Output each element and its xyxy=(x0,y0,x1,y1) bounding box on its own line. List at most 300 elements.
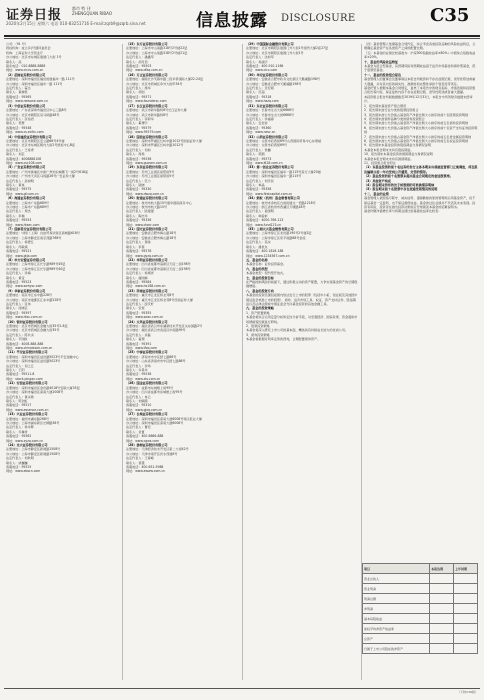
text-line: 办公地址：太原市府西街69号 xyxy=(246,143,288,148)
text-line: （29）中国国际金融股份有限公司 xyxy=(246,42,294,46)
text-line: 客服电话：95523 xyxy=(6,279,32,284)
text-line: （6）海通证券股份有限公司 xyxy=(6,196,46,201)
text-line: 客服电话：4008-888-888 xyxy=(6,341,44,346)
text-line: 客服电话：95503 xyxy=(126,64,152,69)
text-line: 3、报告期末按公允价值占基金资产净值比例大小排序的前十名股票投资明细 xyxy=(364,112,469,117)
text-line: （26）国金证券股份有限公司 xyxy=(126,381,168,386)
text-line: 联系人：张煜 xyxy=(126,306,145,311)
text-line: 网址：www.ewww.com.cn xyxy=(126,469,166,474)
text-line: 办公地址：四川省成都市高新区天府二街198号 xyxy=(126,266,191,271)
text-line: 联系人：潘世友 xyxy=(246,244,268,249)
text-line: 2、报告期末按行业分类的股票投资组合 xyxy=(364,108,419,113)
text-line: 联系人：刘婧漪 xyxy=(126,398,148,403)
text-line: （27）长城证券股份有限公司 xyxy=(126,412,168,417)
text-line: 网址：www.nesc.cn xyxy=(246,130,276,135)
text-line: 法定代表人：张伟 xyxy=(6,301,31,306)
text-line: 联系人：奚博宇 xyxy=(126,121,148,126)
text-line: 九、基金的投资策略 xyxy=(246,306,274,311)
text-line: 客服电话：400-1818-188 xyxy=(246,249,284,254)
text-line: 客服电话：95562 xyxy=(6,434,32,439)
footer-rule xyxy=(4,688,480,689)
text-line: 注册地址：天津经济技术开发区第二大街42号 xyxy=(126,447,189,452)
text-line: 网址：www.hazq.com xyxy=(246,99,279,104)
text-line: 联系人：许曼华 xyxy=(126,368,148,373)
text-line: 法定代表人：沈如军 xyxy=(246,55,274,60)
text-line: 法定代表人：周杰 xyxy=(6,209,31,214)
text-line: （16）方正证券股份有限公司 xyxy=(126,72,168,77)
logo-subtitle-line: 都市 特 刊 xyxy=(72,6,91,11)
table-row xyxy=(363,594,478,604)
text-line: 联系人：黄婵君 xyxy=(6,90,28,95)
text-line: 注册地址：上海市徐汇区龙田路190号2号楼2层 xyxy=(246,231,312,236)
text-line: 法定代表人：章宏韬 xyxy=(246,86,274,91)
text-line: 办公地址：深圳市福田区福华一路115号 xyxy=(246,174,302,179)
text-line: 办公地址：北京市东城区建国门大街 1号 xyxy=(6,55,62,60)
text-line: 客服电话：95553 xyxy=(6,218,32,223)
summary-table xyxy=(362,563,478,654)
text-line: 联系人：郑慧 xyxy=(6,121,25,126)
text-line: 法定代表人：侯巍 xyxy=(246,147,271,152)
text-line: 法定代表人：张佑君 xyxy=(6,116,34,121)
text-line: 联系人：翟璟 xyxy=(126,337,145,342)
text-line: （34）蚂蚁（杭州）基金销售有限公司 xyxy=(246,196,300,201)
text-line: 法定代表人：黄炎勋 xyxy=(6,394,34,399)
text-line: 联系人：黄岚 xyxy=(6,183,25,187)
text-line: 联系人：安岩岩 xyxy=(246,121,268,126)
table-cell xyxy=(454,584,478,594)
text-line: 本投资组合报告所载数据截至2019年12月31日，本报告中所列财务数据未经审计。 xyxy=(364,94,473,104)
text-line: 联系人：金夏 xyxy=(126,429,145,434)
logo-subtitle-line: ZHENGQUAN RIBAO xyxy=(72,11,112,16)
text-line: 办公地址：上海市中山南路318号2号楼21层 xyxy=(126,50,188,55)
text-line: 办公地址：天津市南开区宾水西道8号 xyxy=(126,451,178,456)
text-line: 客服电话：95360 xyxy=(246,125,272,130)
text-line: 网址：www.essence.com.cn xyxy=(6,407,49,412)
text-line: 联系人：芮敏祺 xyxy=(6,244,28,249)
text-line: 法定代表人：陆建强 xyxy=(126,209,154,214)
text-line: 网址：www.guosen.com.cn xyxy=(126,160,168,165)
text-line: 法定代表人：刘秋明 xyxy=(6,456,34,461)
text-line: 注册地址：福州市湖东路268号 xyxy=(6,416,50,421)
text-line: 注册地址：太原市府西街69号山西国际贸易中心东塔楼 xyxy=(246,138,322,143)
text-line: 2、股票投资策略 xyxy=(246,324,270,328)
text-line: （2）基金投资的前十名股票未超出基金合同规定的备选股票库。 xyxy=(364,174,453,179)
text-line: 注册地址：苏州工业园区星阳街5号 xyxy=(126,169,175,174)
text-line: 网址：www.dfzq.com.cn xyxy=(126,68,163,73)
text-line: 客服电话：95336 xyxy=(126,218,152,223)
text-line: 联系电话：010-8888-8888 xyxy=(6,64,46,69)
table-row xyxy=(363,634,478,644)
text-line: 联系人：庞晓芸 xyxy=(6,306,28,311)
text-line: 本基金将综合运用定量分析和定性分析手段，对宏观经济、国家政策、资金面和市场情绪等因素进行研判。 xyxy=(246,315,358,324)
text-line: 联系人：杨涵宇 xyxy=(246,59,268,64)
text-line: 客服电话：95565 xyxy=(6,94,32,99)
text-line: 本基金类型：契约型开放式。 xyxy=(246,271,287,276)
text-line: 客服电话：95310 xyxy=(126,403,152,408)
table-cell: 营业利润 xyxy=(363,584,430,594)
text-line: 联系人：王阳 xyxy=(6,368,25,373)
text-line: 办公地址：上海市浦东新区长柳路36号 xyxy=(6,420,60,425)
text-line: 网址：www.cgws.com xyxy=(126,438,159,443)
text-line: 客服电话：95355 xyxy=(126,310,152,315)
text-line: 十二、基金的业绩 xyxy=(364,191,389,196)
text-line: 本基金本报告期末未持有国债期货。 xyxy=(364,156,414,161)
text-line: 办公地址：浙江省杭州市西湖区万塘路18号 xyxy=(246,205,306,210)
column-divider xyxy=(242,44,243,680)
text-line: 客服电话：95578 xyxy=(126,249,152,254)
text-line: 办公地址：北京市东城区朝内大街2号凯恒中心B座 xyxy=(6,143,76,148)
text-line: 客服电话：95548 xyxy=(6,125,32,130)
text-line: （13）兴业证券股份有限公司 xyxy=(6,412,48,417)
text-line: （4）报告期末持有的处于转股期的可转换债券明细 xyxy=(364,183,435,187)
table-row xyxy=(363,644,478,654)
text-line: 法定代表人：何之江 xyxy=(6,363,34,368)
text-line: （33）第一创业证券股份有限公司 xyxy=(246,165,294,170)
text-line: 法定代表人：杨炯洋 xyxy=(126,271,154,276)
text-line: 法定代表人：刘学民 xyxy=(246,178,274,183)
text-line: 本基金为混合型基金，其预期风险和预期收益高于货币市场基金和债券型基金，低于股票型基金。 xyxy=(364,64,476,73)
text-line: 注册地址：深圳市福田区福华一路115号投行大厦20楼 xyxy=(246,169,321,174)
text-column-2 xyxy=(126,42,238,682)
text-line: 注册地址：上海市静安区新闸路1508号 xyxy=(6,447,61,452)
masthead-rule-thin xyxy=(4,38,480,39)
table-cell xyxy=(454,604,478,614)
text-line: 办公地址：广州市天河区马场路26号广发证券大厦 xyxy=(6,174,75,179)
page-number: C35 xyxy=(430,5,470,26)
text-line: 联系人：胡月茹 xyxy=(126,59,148,64)
text-line: （23）西南证券股份有限公司 xyxy=(126,288,168,293)
text-line: 网址：www.hx168.com.cn xyxy=(126,284,166,289)
text-line: 在严格控制风险的前提下，通过积极主动的资产配置，力争实现基金资产的长期稳健增值。 xyxy=(246,279,358,289)
text-line: 注册地址：成都市东城根上街95号 xyxy=(126,385,174,390)
masthead-rule xyxy=(4,35,480,37)
table-cell xyxy=(430,594,454,604)
text-line: 基金管理人依照恪尽职守、诚实信用、谨慎勤勉的原则管理和运用基金资产，但不保证基金一定盈利，也不保证最低收益。基金的过往业绩并不代表其未来表现。投资有风险，投资者在做出投资决策前应仔细阅读本基金的招募说明书。 xyxy=(364,196,476,210)
text-line: （4）中信建投证券股份有限公司 xyxy=(6,134,52,139)
text-line: 客服电话：95584 xyxy=(126,279,152,284)
table-header-row xyxy=(363,564,478,574)
text-line: 七、基金的投资目标 xyxy=(246,275,274,280)
text-line: （9）华泰证券股份有限公司 xyxy=(6,288,46,293)
text-line: 注册地址：北京市朝阳区安立路66号4号楼 xyxy=(6,138,65,143)
text-line: 客服电话：4000-766-123 xyxy=(246,218,284,223)
table-cell xyxy=(454,594,478,604)
table-cell xyxy=(454,574,478,584)
text-line: （21）国元证券股份有限公司 xyxy=(126,227,168,232)
text-line: （五）本基金的业绩比较基准为：沪深300指数收益率×80%＋中债综合指数收益率×20%。 xyxy=(364,50,476,60)
text-line: 客服电话：95571 xyxy=(126,94,152,99)
text-line: （四）基金管理人依据基金合同约定，综合考虑各类投资品种的风险收益特征，合理确定基金资产在各类资产之间的配置比例。 xyxy=(364,42,476,51)
text-line: 联系人：辛国政 xyxy=(6,337,28,342)
text-line: 注册地址：上海市徐汇区长乐路989号45层 xyxy=(6,262,66,267)
text-line: 5、报告期末按公允价值占基金资产净值比例大小排序的前五名债券投资明细 xyxy=(364,121,469,126)
text-line: 法定代表人：祖国明 xyxy=(246,209,274,214)
text-line: 法定代表人：廖庆轩 xyxy=(126,301,154,306)
text-line: 1、资产配置策略 xyxy=(246,310,270,315)
text-line: 法定代表人：李玮 xyxy=(126,363,151,368)
table-cell xyxy=(430,644,454,654)
text-line: 注册地址：深圳市福田区深南大道6008号特区报业大厦 xyxy=(126,416,202,421)
text-line: （10）银河证券股份有限公司 xyxy=(6,319,48,324)
text-line: 注册地址：中国（上海）自由贸易试验区商城路618号 xyxy=(6,231,80,236)
text-line: （1）本基金投资的前十名证券的发行主体本期未出现被监管部门立案调查，或在报告编制日前一年内受到公开谴责、处罚的情形。 xyxy=(364,165,478,174)
text-line: 法定代表人：李梅 xyxy=(6,271,31,276)
text-line: 办公地址：深圳市福田区深南大道2008号 xyxy=(6,390,64,395)
table-row xyxy=(363,614,478,624)
text-line: 网址：www.dwzq.com.cn xyxy=(126,191,164,196)
text-line: （25）中泰证券股份有限公司 xyxy=(126,350,168,355)
text-line: （5）广发证券股份有限公司 xyxy=(6,165,46,170)
table-cell xyxy=(430,584,454,594)
text-line: 法定代表人：何如 xyxy=(126,147,151,152)
text-line: 本基金本报告期末未持有股指期货。 xyxy=(364,147,414,152)
text-line: （19）东吴证券股份有限公司 xyxy=(126,165,168,170)
text-line: 机构：上海证券大学营业厅 xyxy=(6,50,44,55)
text-line: 法定代表人：王春峰 xyxy=(126,456,154,461)
text-line: （3）中信证券股份有限公司 xyxy=(6,103,46,108)
text-line: 联系人：姚巍巍 xyxy=(6,460,28,465)
text-line: 注册地址：长春市生态大街6666号 xyxy=(246,108,295,113)
text-line: （17）长江证券股份有限公司 xyxy=(126,103,168,108)
table-cell xyxy=(454,614,478,624)
text-line: 办公地址：上海市徐汇区长乐路989号40层 xyxy=(6,266,66,271)
text-line: 客服电话：95318 xyxy=(246,94,272,99)
text-line: 本基金名称：证券投资基金。 xyxy=(246,262,287,267)
text-line: 网址：www.fund123.cn xyxy=(246,222,282,227)
text-line: 注册地址：杭州市杭大路15号嘉华国际商务中心 xyxy=(126,200,192,205)
logo-subtitle xyxy=(72,6,112,16)
text-line: 注册地址：安徽省合肥市政务文化新区天鹅湖路198号 xyxy=(246,77,320,82)
text-line: 网址：www.firstcapital.com.cn xyxy=(246,191,293,196)
text-line: 十、基金的风险收益特征 xyxy=(364,59,399,64)
text-line: 注册地址：广东省深圳市福田区中心三路8号 xyxy=(6,108,67,113)
text-line: 联系人：乔琳雪 xyxy=(6,429,28,434)
text-line: （32）山西证券股份有限公司 xyxy=(246,134,288,139)
text-line: 基金份额净值增长率与同期业绩比较基准收益率比较表： xyxy=(364,209,442,214)
text-column-1 xyxy=(6,42,118,682)
text-line: （24）天风证券股份有限公司 xyxy=(126,319,168,324)
text-line: 联系人：谢国梅 xyxy=(126,275,148,280)
continuation-note: （下转C36版） xyxy=(457,690,478,694)
text-line: 注册地址：深圳市福田区益田路5023号平安金融中心 xyxy=(6,354,79,359)
text-line: 网址：www.gtja.com xyxy=(6,253,38,258)
dateline: 2020年2月15日 星期六 电话 010-83251716 E-mail:zqrb9@zqrb.sina.net xyxy=(6,21,146,26)
text-line: 法定代表人：陈共炎 xyxy=(6,332,34,337)
table-row xyxy=(363,574,478,584)
text-line: 客服电话：400-651-5988 xyxy=(126,465,164,469)
text-line: 网址：www.gf.com.cn xyxy=(6,191,39,196)
text-line: 注册地址：湖北省武汉市东湖新技术开发区关东园路2号 xyxy=(126,324,203,328)
text-line: 注册地址：湖南长沙芙蓉中路二段华侨国际大厦22-24层 xyxy=(126,77,204,82)
text-line: （18）国信证券股份有限公司 xyxy=(126,134,168,139)
text-line: （11）平安证券股份有限公司 xyxy=(6,350,48,355)
text-line: 1、报告期末基金资产组合情况 xyxy=(364,103,407,108)
text-line: 网址：www.cicc.com xyxy=(246,68,278,73)
text-line: 法定代表人：杨华辉 xyxy=(6,425,34,430)
table-header-cell: 本报告期 xyxy=(430,564,454,574)
text-line: 办公地址：长春市生态大街6666号 xyxy=(246,112,295,117)
text-line: 授权机构：成立(1)号通风委员会 xyxy=(6,46,51,51)
table-header-cell: 上年同期 xyxy=(454,564,478,574)
text-line: （35）上海天天基金销售有限公司 xyxy=(246,227,294,232)
text-line: 注册地址：北京市朝阳区建国门外大街1号国贸大厦2座27层 xyxy=(246,46,329,51)
text-line: 办公地址：上海市静安区新闸路1508号 xyxy=(6,451,61,456)
text-line: （15）东方证券股份有限公司 xyxy=(126,42,168,46)
text-line: 网址：www.chinastock.com.cn xyxy=(6,346,53,351)
text-line: 办公地址：上海市徐汇区宛平南路88号金座 xyxy=(246,235,306,240)
text-line: 联系人：韩爱彬 xyxy=(246,213,268,218)
text-line: 办公地址：深圳市福田区益田路5023号 xyxy=(6,359,61,364)
text-line: 办公地址：杭州市杭大路15号 xyxy=(126,205,168,210)
text-line: （3）其他资产构成 xyxy=(364,178,391,183)
text-line: 网址：www.tfzq.com xyxy=(126,346,158,351)
text-line: 办公地址：北京市西城区金融大街35号 xyxy=(6,328,60,333)
text-line: 11、投资组合报告附注 xyxy=(364,160,396,165)
text-line: 注册地址：深圳市福田区金田路4018号安联大厦35层 xyxy=(6,385,80,390)
text-line: 3、债券投资策略 xyxy=(246,332,270,337)
text-line: 8、报告期末按公允价值占基金资产净值比例大小排序的前五名权证投资明细 xyxy=(364,138,469,143)
table-cell: 净利润 xyxy=(363,604,430,614)
table-cell: 归属于上市公司股东的净资产 xyxy=(363,644,430,654)
text-line: 网址：www.gyzq.com.cn xyxy=(126,253,164,258)
table-cell xyxy=(430,574,454,584)
text-line: 基金托管人根据本基金合同规定，复核了本报告中的财务指标、净值表现和投资组合报告等内容，保证复核内容不存在虚假记载、误导性陈述或者重大遗漏。 xyxy=(364,86,476,95)
text-line: 7、报告期末按公允价值占基金资产净值比例大小排序的前五名贵金属投资明细 xyxy=(364,134,472,139)
table-cell: 加权平均净资产收益率 xyxy=(363,624,430,634)
text-line: 客服电话：95538 xyxy=(126,372,152,377)
text-line: 联系人：陈剑虹 xyxy=(6,398,28,403)
text-line: 法定代表人：李福春 xyxy=(246,116,274,121)
text-line: 办公地址：重庆市江北区桥北苑8号西南证券大厦 xyxy=(126,297,193,302)
text-line: 客服电话：400-6666-888 xyxy=(126,434,164,439)
table-cell xyxy=(430,624,454,634)
text-line: 注册地址：北京市西城区金融大街35号2-6层 xyxy=(6,324,68,328)
text-line: 联系人：胡创 xyxy=(126,90,145,95)
table-cell xyxy=(430,614,454,624)
text-line: 本基金的投资范围包括国内依法发行上市的股票（包括中小板、创业板及其他经中国证监会核准上市的股票）、债券、货币市场工具、权证、资产支持证券、股指期货以及法律法规或中国证监会允许基金投资的其他金融工具。 xyxy=(246,293,358,306)
text-line: 9、报告期末本基金投资的股指期货交易情况说明 xyxy=(364,143,431,148)
text-line: 办公地址：上海市静安区南京西路768号 xyxy=(6,235,62,240)
text-line: 注册地址：武汉市新华路特8号长江证券大厦 xyxy=(126,108,187,113)
text-line: 注册地址：四川省成都市高新区天府二街198号 xyxy=(126,262,191,267)
text-line: 注册地址：杭州市余杭区仓前街道文一西路1218号 xyxy=(246,200,316,205)
table-cell xyxy=(430,634,454,644)
text-line: 4、报告期末按债券品种分类的债券投资组合 xyxy=(364,116,425,121)
text-line: 办公地址：苏州工业园区星阳街5号 xyxy=(126,174,175,179)
text-line: 办公地址：北京市西城区阜外大街甲34号 xyxy=(126,81,183,86)
text-line: 客服电话：95391 xyxy=(126,341,152,346)
text-line: 10、报告期末本基金投资的国债期货交易情况说明 xyxy=(364,152,433,157)
text-line: 法定代表人：孙树明 xyxy=(6,178,34,183)
text-line: 五、基金的名称 xyxy=(246,257,268,262)
table-row xyxy=(363,584,478,594)
text-line: 网址：www.95579.com xyxy=(126,130,162,135)
text-line: 网址：www.cs.ecitic.com xyxy=(6,130,44,135)
text-line: 法定代表人：其实 xyxy=(246,240,271,245)
text-line: 网址：www.gjzq.com.cn xyxy=(126,407,163,412)
text-line: 办公地址：安徽省合肥市梅山路18号 xyxy=(126,235,177,240)
text-line: 网址：www.foundersc.com xyxy=(126,99,167,104)
text-line: （20）财通证券股份有限公司 xyxy=(126,196,168,201)
text-line: 注册地址：安徽省合肥市梅山路18号 xyxy=(126,231,177,236)
text-line: 网址：www.i618.com.cn xyxy=(246,160,283,165)
text-column-4 xyxy=(364,42,478,557)
section-title-english: DISCLOSURE xyxy=(281,13,356,24)
table-cell xyxy=(454,644,478,654)
text-line: 联系人：陶志华 xyxy=(126,213,148,218)
text-line: 网址：www.csc108.com xyxy=(6,160,43,165)
text-line: 网址：www.newone.com.cn xyxy=(6,99,48,104)
table-cell: 营业总收入 xyxy=(363,574,430,584)
text-line: 客服电话：95521 xyxy=(6,249,32,254)
page-footer xyxy=(4,688,480,696)
text-line: 联系人：范超 xyxy=(246,90,265,95)
text-line: 网址：www.xyzq.com.cn xyxy=(6,438,44,443)
column-divider xyxy=(122,44,123,680)
text-line: 注册地址：深圳市罗湖区红岭中路1012号国信证券大厦 xyxy=(126,138,202,143)
table-cell xyxy=(430,604,454,614)
text-line: 办公地址：湖北省武汉市武昌区中南路99号 xyxy=(126,328,186,333)
table-cell: 利润总额 xyxy=(363,594,430,604)
text-line: 法定代表人：余磊 xyxy=(126,332,151,337)
table-row xyxy=(363,604,478,614)
text-line: 6、报告期末按公允价值占基金资产净值比例大小排序的前十名资产支持证券投资明细 xyxy=(364,125,478,135)
text-line: 联系人：李楠 xyxy=(6,213,25,218)
text-line: 本基金将深入研究上市公司的基本面，精选具有持续成长能力的优质公司。 xyxy=(246,328,349,333)
text-line: 办公地址：四川省成都市东城根上街95号 xyxy=(126,390,183,395)
text-line: 联系人：郭熠 xyxy=(246,152,265,157)
text-line: （2）招商证券股份有限公司 xyxy=(6,72,46,77)
text-line: 法定代表人：杨德红 xyxy=(6,240,34,245)
text-line: （8）申万宏源证券有限公司 xyxy=(6,257,46,262)
text-column-3 xyxy=(246,42,358,682)
text-line: 联系人：李蔡 xyxy=(126,244,145,249)
table-cell: 基本每股收益 xyxy=(363,614,430,624)
text-line: 注册地址：上海市广东路689号 xyxy=(6,200,50,205)
text-line: 基金管理人的董事会及董事保证本报告所载资料不存在虚假记载、误导性陈述或重大遗漏，并对其内容的真实性、准确性和完整性承担个别及连带责任。 xyxy=(364,77,476,86)
text-line: 客服电话：95579 xyxy=(126,125,152,130)
text-line: 办公地址：北京市朝阳区建国门外大街1号 xyxy=(246,50,304,55)
text-line: （30）华安证券股份有限公司 xyxy=(246,72,288,77)
text-line: 法定代表人：冉云 xyxy=(126,394,151,399)
text-line: 网址：www.ciccs.com.cn xyxy=(6,68,44,73)
text-line: 客服电话：95573 xyxy=(246,156,272,161)
text-line: （7）国泰君安证券股份有限公司 xyxy=(6,227,52,232)
table-row xyxy=(363,624,478,634)
text-line: 客服电话：400-910-1166 xyxy=(246,64,284,69)
text-line: 法定代表人：范力 xyxy=(126,178,151,183)
text-line: 办公地址：安徽省合肥市天鹅湖路198号 xyxy=(246,81,302,86)
text-line: 联系人：黄莹 xyxy=(6,275,25,280)
text-line: 客服电话：95330 xyxy=(126,187,152,192)
text-line: （22）华西证券股份有限公司 xyxy=(126,257,168,262)
text-line: 注册地址：重庆市江北区桥北苑8号 xyxy=(126,293,175,298)
text-line: 本基金将根据对利率走势的预判，合理配置债券资产。 xyxy=(246,337,321,342)
text-line: 办公地址：北京市朝阳区亮马桥路48号 xyxy=(6,112,60,117)
text-line: 法定代表人：霍达 xyxy=(6,86,31,91)
text-line: 公司：（91 号） xyxy=(6,42,28,46)
text-line: 网址：www.htsc.com.cn xyxy=(6,315,43,320)
text-line: 网址：www.zts.com.cn xyxy=(126,376,161,381)
text-line: 注册地址：广州市黄埔区中新广州知识城腾飞一街2号618室 xyxy=(6,169,89,174)
text-line: 客服电话：95511-8 xyxy=(6,372,35,377)
table-cell xyxy=(454,634,478,644)
text-line: 注册地址：上海市中山南路318号2号楼22层 xyxy=(126,46,188,51)
text-line: 网址：www.htsec.com xyxy=(6,222,40,227)
text-line: 网址：www.1234567.com.cn xyxy=(246,253,290,258)
text-line: 网址：www.ctsec.com xyxy=(126,222,160,227)
text-line: （31）东北证券股份有限公司 xyxy=(246,103,288,108)
